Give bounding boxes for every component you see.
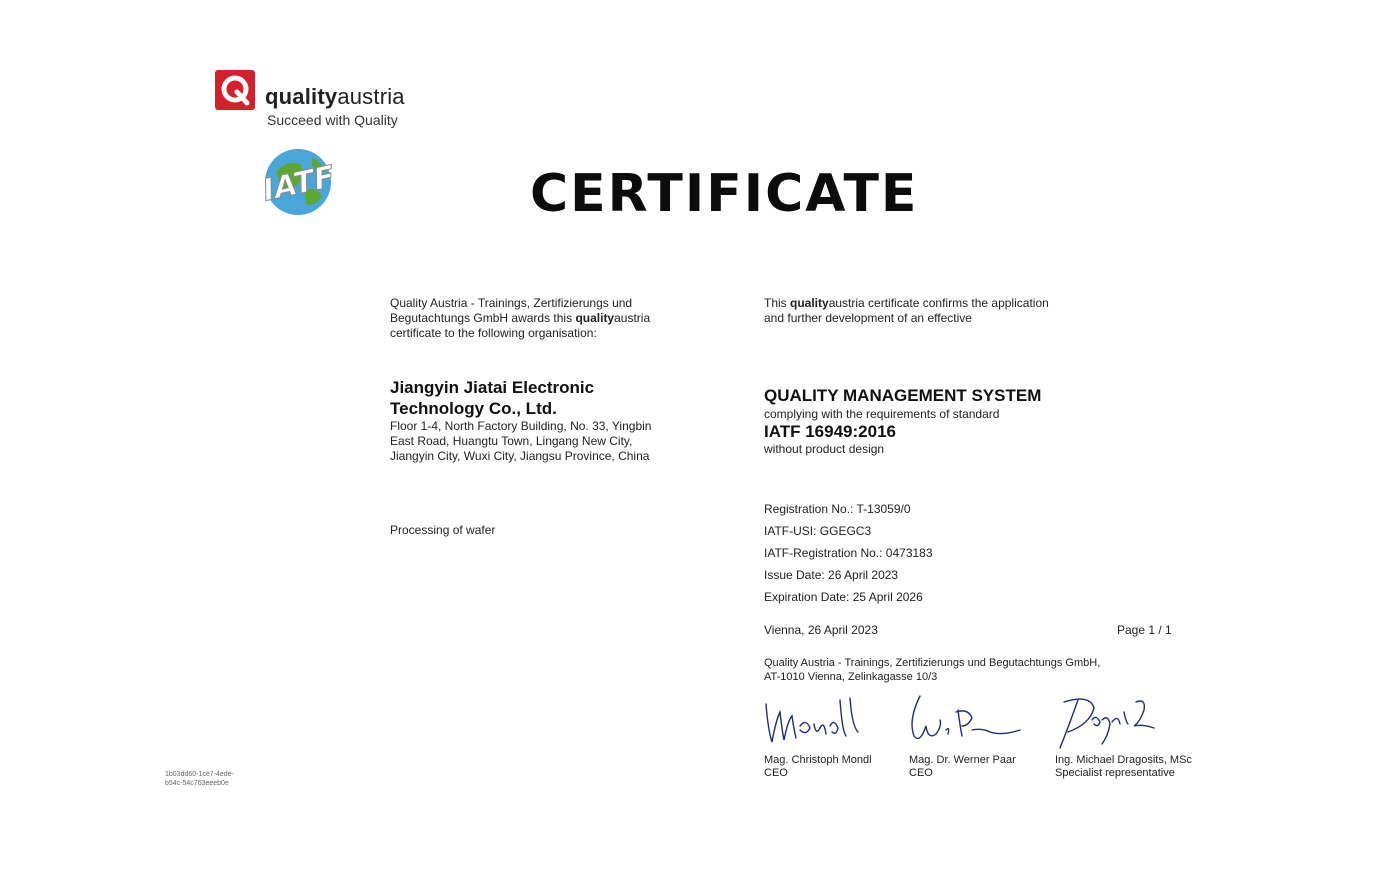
signature-paar [906, 690, 1026, 750]
registration-line: Expiration Date: 25 April 2026 [764, 590, 923, 604]
certification-scope: Processing of wafer [390, 523, 496, 537]
svg-text:IATF: IATF [259, 159, 338, 209]
signatory-mondl: Mag. Christoph Mondl CEO [764, 754, 872, 779]
confirmation-intro: This qualityaustria certificate confirms the application and further development of an effective [764, 296, 1049, 325]
brand-wordmark: qualityaustria [265, 84, 405, 109]
signature-dragosits [1054, 688, 1164, 748]
registration-details [764, 498, 933, 608]
brand-slogan: Succeed with Quality [267, 112, 398, 128]
issuer-address: Quality Austria - Trainings, Zertifizierungs und Begutachtungs GmbH, AT-1010 Vienna, Zelinkagasse 10/3 [764, 657, 1101, 683]
exclusion-text: without product design [764, 442, 885, 456]
organisation-address: Floor 1-4, North Factory Building, No. 33, Yingbin East Road, Huangtu Town, Lingang New City, Jiangyin City, Wuxi City, Jiangsu Province, China [390, 419, 652, 463]
management-system-title: QUALITY MANAGEMENT SYSTEM [764, 386, 1042, 405]
standard-name: IATF 16949:2016 [764, 422, 896, 441]
registration-line: IATF-Registration No.: 0473183 [764, 546, 933, 560]
quality-austria-q-logo [215, 70, 255, 110]
organisation-block [390, 377, 651, 464]
place-date: Vienna, 26 April 2023 [764, 623, 878, 637]
organisation-name-line-1: Jiangyin Jiatai Electronic [390, 378, 595, 397]
signature-mondl [762, 690, 872, 750]
page-number: Page 1 / 1 [1117, 623, 1172, 637]
registration-line: Issue Date: 26 April 2023 [764, 568, 899, 582]
organisation-name-line-2: Technology Co., Ltd. [390, 399, 557, 418]
page-title: CERTIFICATE [530, 164, 919, 224]
registration-line: IATF-USI: GGEGC3 [764, 524, 872, 538]
iatf-globe-logo [256, 142, 344, 218]
system-block [764, 386, 1041, 457]
document-id: 1b03dd60-1ce7-4ede- b54c-54c763eeeb0e [165, 771, 234, 787]
signatory-dragosits: Ing. Michael Dragosits, MSc Specialist representative [1055, 754, 1192, 779]
signatory-paar: Mag. Dr. Werner Paar CEO [909, 754, 1016, 779]
award-intro: Quality Austria - Trainings, Zertifizierungs und Begutachtungs GmbH awards this qualityaustria certificate to the following organisation: [390, 296, 651, 340]
complying-text: complying with the requirements of standard [764, 407, 1000, 421]
registration-line: Registration No.: T-13059/0 [764, 502, 911, 516]
